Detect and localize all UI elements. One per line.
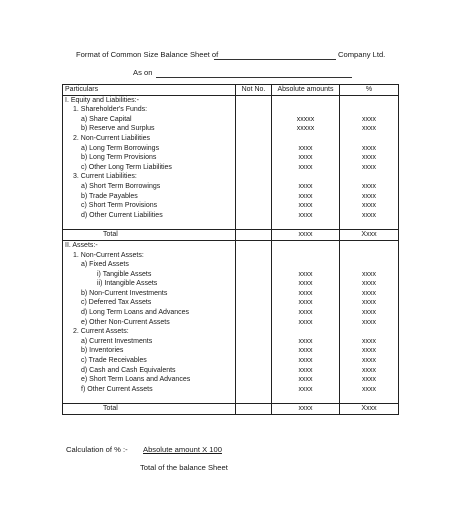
row-label: 1. Non-Current Assets: xyxy=(63,251,236,261)
table-row xyxy=(63,95,399,105)
row-absolute: xxxx xyxy=(272,270,340,280)
row-label: b) Trade Payables xyxy=(63,192,236,202)
row-absolute: xxxx xyxy=(272,153,340,163)
table-row xyxy=(63,201,399,211)
row-note-no xyxy=(236,270,272,280)
row-label: 2. Non-Current Liabilities xyxy=(63,134,236,144)
row-label: I. Equity and Liabilities:- xyxy=(63,95,236,105)
row-label: b) Long Term Provisions xyxy=(63,153,236,163)
row-absolute: xxxx xyxy=(272,375,340,385)
row-percent: xxxx xyxy=(340,124,399,134)
company-name-line xyxy=(214,59,336,60)
row-note-no xyxy=(236,366,272,376)
row-percent xyxy=(340,95,399,105)
table-row xyxy=(63,153,399,163)
col-header-percent: % xyxy=(340,85,399,96)
row-absolute xyxy=(272,240,340,250)
row-note-no xyxy=(236,163,272,173)
table-row xyxy=(63,385,399,395)
table-row xyxy=(63,115,399,125)
total-row-1-group xyxy=(63,220,399,240)
row-percent xyxy=(340,240,399,250)
row-percent: xxxx xyxy=(340,375,399,385)
title-prefix: Format of Common Size Balance Sheet of xyxy=(76,50,219,59)
row-note-no xyxy=(236,124,272,134)
row-note-no xyxy=(236,289,272,299)
table-row xyxy=(63,251,399,261)
row-note-no xyxy=(236,115,272,125)
row-percent xyxy=(340,105,399,115)
row-note-no xyxy=(236,211,272,221)
row-label: a) Short Term Borrowings xyxy=(63,182,236,192)
row-percent: xxxx xyxy=(340,163,399,173)
table-row xyxy=(63,366,399,376)
row-note-no xyxy=(236,260,272,270)
row-absolute xyxy=(272,95,340,105)
row-note-no xyxy=(236,375,272,385)
equity-liabilities-section xyxy=(63,95,399,220)
row-label: b) Reserve and Surplus xyxy=(63,124,236,134)
row-label: b) Inventories xyxy=(63,346,236,356)
row-percent: xxxx xyxy=(340,356,399,366)
row-absolute: xxxx xyxy=(272,163,340,173)
row-absolute: xxxx xyxy=(272,192,340,202)
row-note-no xyxy=(236,356,272,366)
row-percent: xxxx xyxy=(340,346,399,356)
row-percent xyxy=(340,134,399,144)
row-label: 2. Current Assets: xyxy=(63,327,236,337)
row-percent: xxxx xyxy=(340,201,399,211)
table-row xyxy=(63,260,399,270)
row-note-no xyxy=(236,192,272,202)
row-note-no xyxy=(236,318,272,328)
row-label: 1. Shareholder's Funds: xyxy=(63,105,236,115)
table-row xyxy=(63,279,399,289)
row-percent: xxxx xyxy=(340,308,399,318)
row-absolute: xxxx xyxy=(272,289,340,299)
assets-section xyxy=(63,240,399,394)
row-absolute: xxxxx xyxy=(272,124,340,134)
row-absolute xyxy=(272,172,340,182)
row-label: f) Other Current Assets xyxy=(63,385,236,395)
balance-sheet-table xyxy=(62,84,399,415)
table-row xyxy=(63,182,399,192)
row-absolute: xxxx xyxy=(272,356,340,366)
table-row xyxy=(63,192,399,202)
spacer-row xyxy=(63,220,399,230)
table-row xyxy=(63,163,399,173)
total-pct: Xxxx xyxy=(340,230,399,241)
row-absolute xyxy=(272,134,340,144)
row-label: c) Short Term Provisions xyxy=(63,201,236,211)
row-percent: xxxx xyxy=(340,279,399,289)
row-note-no xyxy=(236,251,272,261)
row-percent xyxy=(340,327,399,337)
row-label: d) Other Current Liabilities xyxy=(63,211,236,221)
row-label: ii) Intangible Assets xyxy=(63,279,236,289)
row-label: d) Cash and Cash Equivalents xyxy=(63,366,236,376)
row-percent: xxxx xyxy=(340,211,399,221)
table-row xyxy=(63,144,399,154)
row-percent: xxxx xyxy=(340,192,399,202)
row-absolute xyxy=(272,251,340,261)
row-percent: xxxx xyxy=(340,298,399,308)
row-absolute: xxxx xyxy=(272,385,340,395)
table-row xyxy=(63,124,399,134)
total-row-assets xyxy=(63,404,399,415)
row-percent: xxxx xyxy=(340,144,399,154)
row-note-no xyxy=(236,385,272,395)
row-percent: xxxx xyxy=(340,337,399,347)
row-absolute: xxxx xyxy=(272,182,340,192)
row-label: c) Other Long Term Liabilities xyxy=(63,163,236,173)
row-absolute: xxxx xyxy=(272,144,340,154)
row-absolute: xxxx xyxy=(272,279,340,289)
row-absolute: xxxx xyxy=(272,211,340,221)
as-on-date-line xyxy=(156,77,352,78)
table-row xyxy=(63,327,399,337)
row-label: b) Non-Current Investments xyxy=(63,289,236,299)
col-header-note-no: Not No. xyxy=(236,85,272,96)
row-label: e) Short Term Loans and Advances xyxy=(63,375,236,385)
row-note-no xyxy=(236,95,272,105)
calculation-denominator: Total of the balance Sheet xyxy=(140,463,228,472)
row-percent: xxxx xyxy=(340,385,399,395)
row-percent: xxxx xyxy=(340,182,399,192)
row-note-no xyxy=(236,298,272,308)
table-row xyxy=(63,298,399,308)
row-note-no xyxy=(236,182,272,192)
row-note-no xyxy=(236,346,272,356)
table-row xyxy=(63,346,399,356)
row-percent xyxy=(340,172,399,182)
row-percent: xxxx xyxy=(340,318,399,328)
table-header-row xyxy=(63,85,399,96)
row-absolute: xxxx xyxy=(272,337,340,347)
row-note-no xyxy=(236,240,272,250)
total-row-2-group xyxy=(63,394,399,414)
row-percent: xxxx xyxy=(340,270,399,280)
row-absolute xyxy=(272,260,340,270)
row-label: a) Fixed Assets xyxy=(63,260,236,270)
total-pct: Xxxx xyxy=(340,404,399,415)
total-row-liabilities xyxy=(63,230,399,241)
table-row xyxy=(63,337,399,347)
table-row xyxy=(63,105,399,115)
row-note-no xyxy=(236,337,272,347)
table-row xyxy=(63,134,399,144)
col-header-particulars: Particulars xyxy=(63,85,236,96)
row-percent: xxxx xyxy=(340,153,399,163)
as-on-label: As on xyxy=(133,68,153,77)
total-abs: xxxx xyxy=(272,230,340,241)
row-absolute: xxxx xyxy=(272,366,340,376)
total-label: Total xyxy=(63,230,236,241)
row-absolute: xxxx xyxy=(272,201,340,211)
table-row xyxy=(63,211,399,221)
table-row xyxy=(63,375,399,385)
row-label: a) Current Investments xyxy=(63,337,236,347)
calculation-numerator: Absolute amount X 100 xyxy=(143,445,222,454)
row-percent: xxxx xyxy=(340,366,399,376)
spacer-row xyxy=(63,394,399,404)
row-note-no xyxy=(236,153,272,163)
table-row xyxy=(63,289,399,299)
row-percent: xxxx xyxy=(340,289,399,299)
row-label: i) Tangible Assets xyxy=(63,270,236,280)
row-label: d) Long Term Loans and Advances xyxy=(63,308,236,318)
row-absolute: xxxx xyxy=(272,346,340,356)
table-row xyxy=(63,318,399,328)
row-absolute xyxy=(272,327,340,337)
calculation-label: Calculation of % :- xyxy=(66,445,128,454)
table-row xyxy=(63,356,399,366)
row-absolute: xxxxx xyxy=(272,115,340,125)
row-absolute: xxxx xyxy=(272,308,340,318)
row-note-no xyxy=(236,105,272,115)
table-row xyxy=(63,172,399,182)
total-label: Total xyxy=(63,404,236,415)
row-absolute xyxy=(272,105,340,115)
table-row xyxy=(63,308,399,318)
row-percent xyxy=(340,260,399,270)
row-label: a) Share Capital xyxy=(63,115,236,125)
row-absolute: xxxx xyxy=(272,318,340,328)
title-suffix: Company Ltd. xyxy=(338,50,386,59)
row-label: e) Other Non-Current Assets xyxy=(63,318,236,328)
row-note-no xyxy=(236,144,272,154)
row-note-no xyxy=(236,279,272,289)
row-note-no xyxy=(236,327,272,337)
row-label: 3. Current Liabilities: xyxy=(63,172,236,182)
col-header-absolute: Absolute amounts xyxy=(272,85,340,96)
row-label: II. Assets:- xyxy=(63,240,236,250)
row-note-no xyxy=(236,308,272,318)
row-label: a) Long Term Borrowings xyxy=(63,144,236,154)
table-row xyxy=(63,270,399,280)
total-abs: xxxx xyxy=(272,404,340,415)
row-note-no xyxy=(236,201,272,211)
row-absolute: xxxx xyxy=(272,298,340,308)
table-row xyxy=(63,240,399,250)
row-label: c) Trade Receivables xyxy=(63,356,236,366)
row-note-no xyxy=(236,134,272,144)
row-percent: xxxx xyxy=(340,115,399,125)
row-label: c) Deferred Tax Assets xyxy=(63,298,236,308)
row-percent xyxy=(340,251,399,261)
row-note-no xyxy=(236,172,272,182)
